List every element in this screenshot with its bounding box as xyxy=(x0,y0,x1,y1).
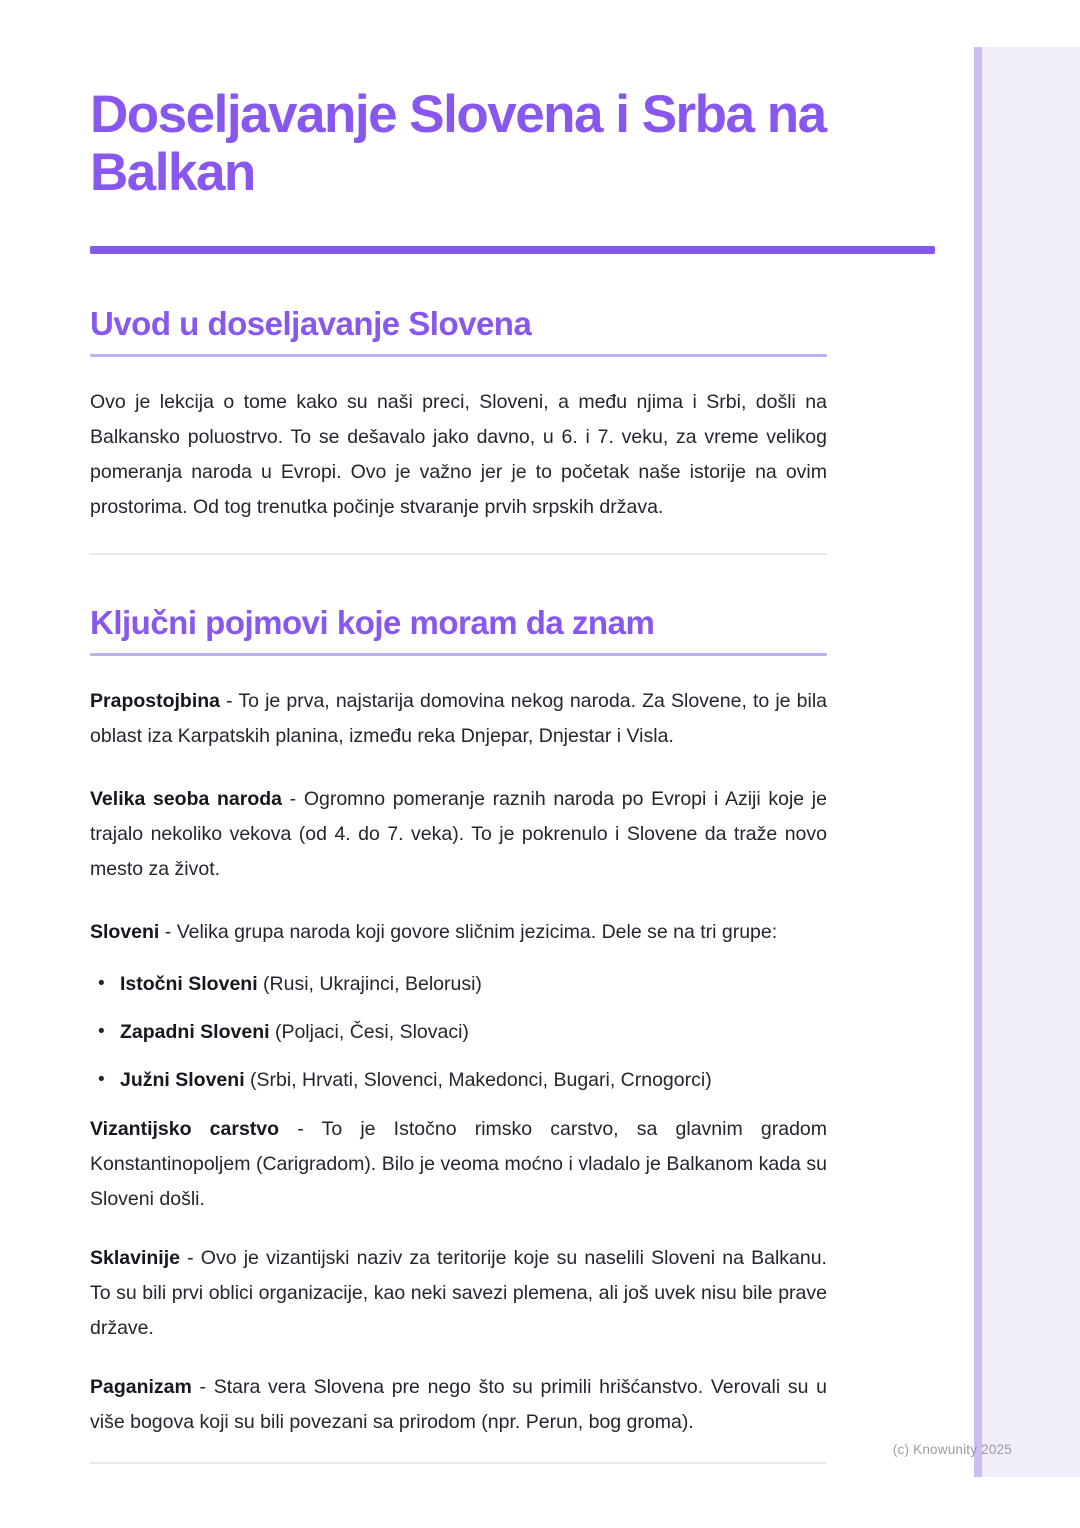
section-divider xyxy=(90,1462,827,1464)
bullet-icon: • xyxy=(98,1021,105,1042)
term-text: (Srbi, Hrvati, Slovenci, Makedonci, Bugari, Crnogorci) xyxy=(244,1069,712,1091)
term-label: Zapadni Sloveni xyxy=(120,1021,270,1043)
page-title: Doseljavanje Slovena i Srba na Balkan xyxy=(90,85,826,202)
term-definition-prapostojbina xyxy=(90,684,827,754)
page-edge-accent-band xyxy=(974,47,1080,1477)
term-definition-velika-seoba xyxy=(90,782,827,887)
term-text: To je Istočno rimsko carstvo, sa glavnim gradom Konstantinopoljem (Carigradom). Bilo je veoma moćno i vladalo je Balkanom kada su Sloveni došli. xyxy=(90,1118,828,1210)
term-label: Sloveni xyxy=(90,921,160,943)
list-item xyxy=(98,1020,827,1044)
term-label: Velika seoba naroda xyxy=(90,788,282,810)
term-separator: - xyxy=(191,1376,214,1398)
bullet-icon: • xyxy=(98,1069,105,1090)
copyright-credit: (c) Knowunity 2025 xyxy=(892,1442,1012,1457)
list-item-text xyxy=(120,1020,469,1044)
heading-underline xyxy=(90,354,827,357)
term-separator: - xyxy=(179,1247,201,1269)
term-label: Južni Sloveni xyxy=(120,1069,245,1091)
term-separator: - xyxy=(282,788,304,810)
term-text: Stara vera Slovena pre nego što su primili hrišćanstvo. Verovali su u više bogova koji su bili povezani sa prirodom (npr. Perun, bog groma). xyxy=(90,1376,827,1433)
term-text: Ovo je vizantijski naziv za teritorije koje su naselili Sloveni na Balkanu. To su bili prvi oblici organizacije, kao neki savezi plemena, ali još uvek nisu bile prave države. xyxy=(90,1247,827,1339)
term-label: Paganizam xyxy=(90,1376,192,1398)
term-label: Istočni Sloveni xyxy=(120,973,258,995)
title-rule xyxy=(90,246,935,254)
term-text: (Rusi, Ukrajinci, Belorusi) xyxy=(257,973,482,995)
term-text: To je prva, najstarija domovina nekog naroda. Za Slovene, to je bila oblast iza Karpatskih planina, između reka Dnjepar, Dnjestar i Visla. xyxy=(90,690,827,747)
paragraph-intro: Ovo je lekcija o tome kako su naši preci, Sloveni, a među njima i Srbi, došli na Balkansko poluostrvo. To se dešavalo jako davno, u 6. i 7. veku, za vreme velikog pomeranja naroda u Evropi. Ovo je važno jer je to početak naše istorije na ovim prostorima. Od tog trenutka počinje stvaranje prvih srpskih država. xyxy=(90,391,827,518)
term-separator: - xyxy=(220,690,239,712)
section-divider xyxy=(90,553,827,555)
list-item xyxy=(98,972,827,996)
term-label: Vizantijsko carstvo xyxy=(90,1118,280,1140)
section-heading-intro: Uvod u doseljavanje Slovena xyxy=(90,305,532,342)
term-text: Ogromno pomeranje raznih naroda po Evropi i Aziji koje je trajalo nekoliko vekova (od 4. do 7. veka). To je pokrenulo i Slovene da traže novo mesto za život. xyxy=(90,788,827,880)
list-item-text xyxy=(120,972,482,996)
term-definition-paganizam xyxy=(90,1370,827,1440)
term-separator: - xyxy=(159,921,177,943)
term-text: (Poljaci, Česi, Slovaci) xyxy=(269,1021,469,1043)
heading-underline xyxy=(90,653,827,656)
slavic-groups-list xyxy=(90,972,827,1092)
list-item-text xyxy=(120,1068,712,1092)
term-definition-vizantijsko-carstvo xyxy=(90,1112,827,1217)
term-text: Velika grupa naroda koji govore sličnim jezicima. Dele se na tri grupe: xyxy=(176,921,778,943)
term-definition-sklavinije xyxy=(90,1241,827,1346)
term-label: Prapostojbina xyxy=(90,690,221,712)
list-item xyxy=(98,1068,827,1092)
section-heading-key-terms: Ključni pojmovi koje moram da znam xyxy=(90,604,655,641)
term-label: Sklavinije xyxy=(90,1247,180,1269)
term-definition-sloveni xyxy=(90,915,827,950)
page-content xyxy=(90,0,827,1464)
section-intro xyxy=(90,304,827,525)
section-key-terms xyxy=(90,603,827,1440)
term-separator: - xyxy=(279,1118,322,1140)
bullet-icon: • xyxy=(98,973,105,994)
